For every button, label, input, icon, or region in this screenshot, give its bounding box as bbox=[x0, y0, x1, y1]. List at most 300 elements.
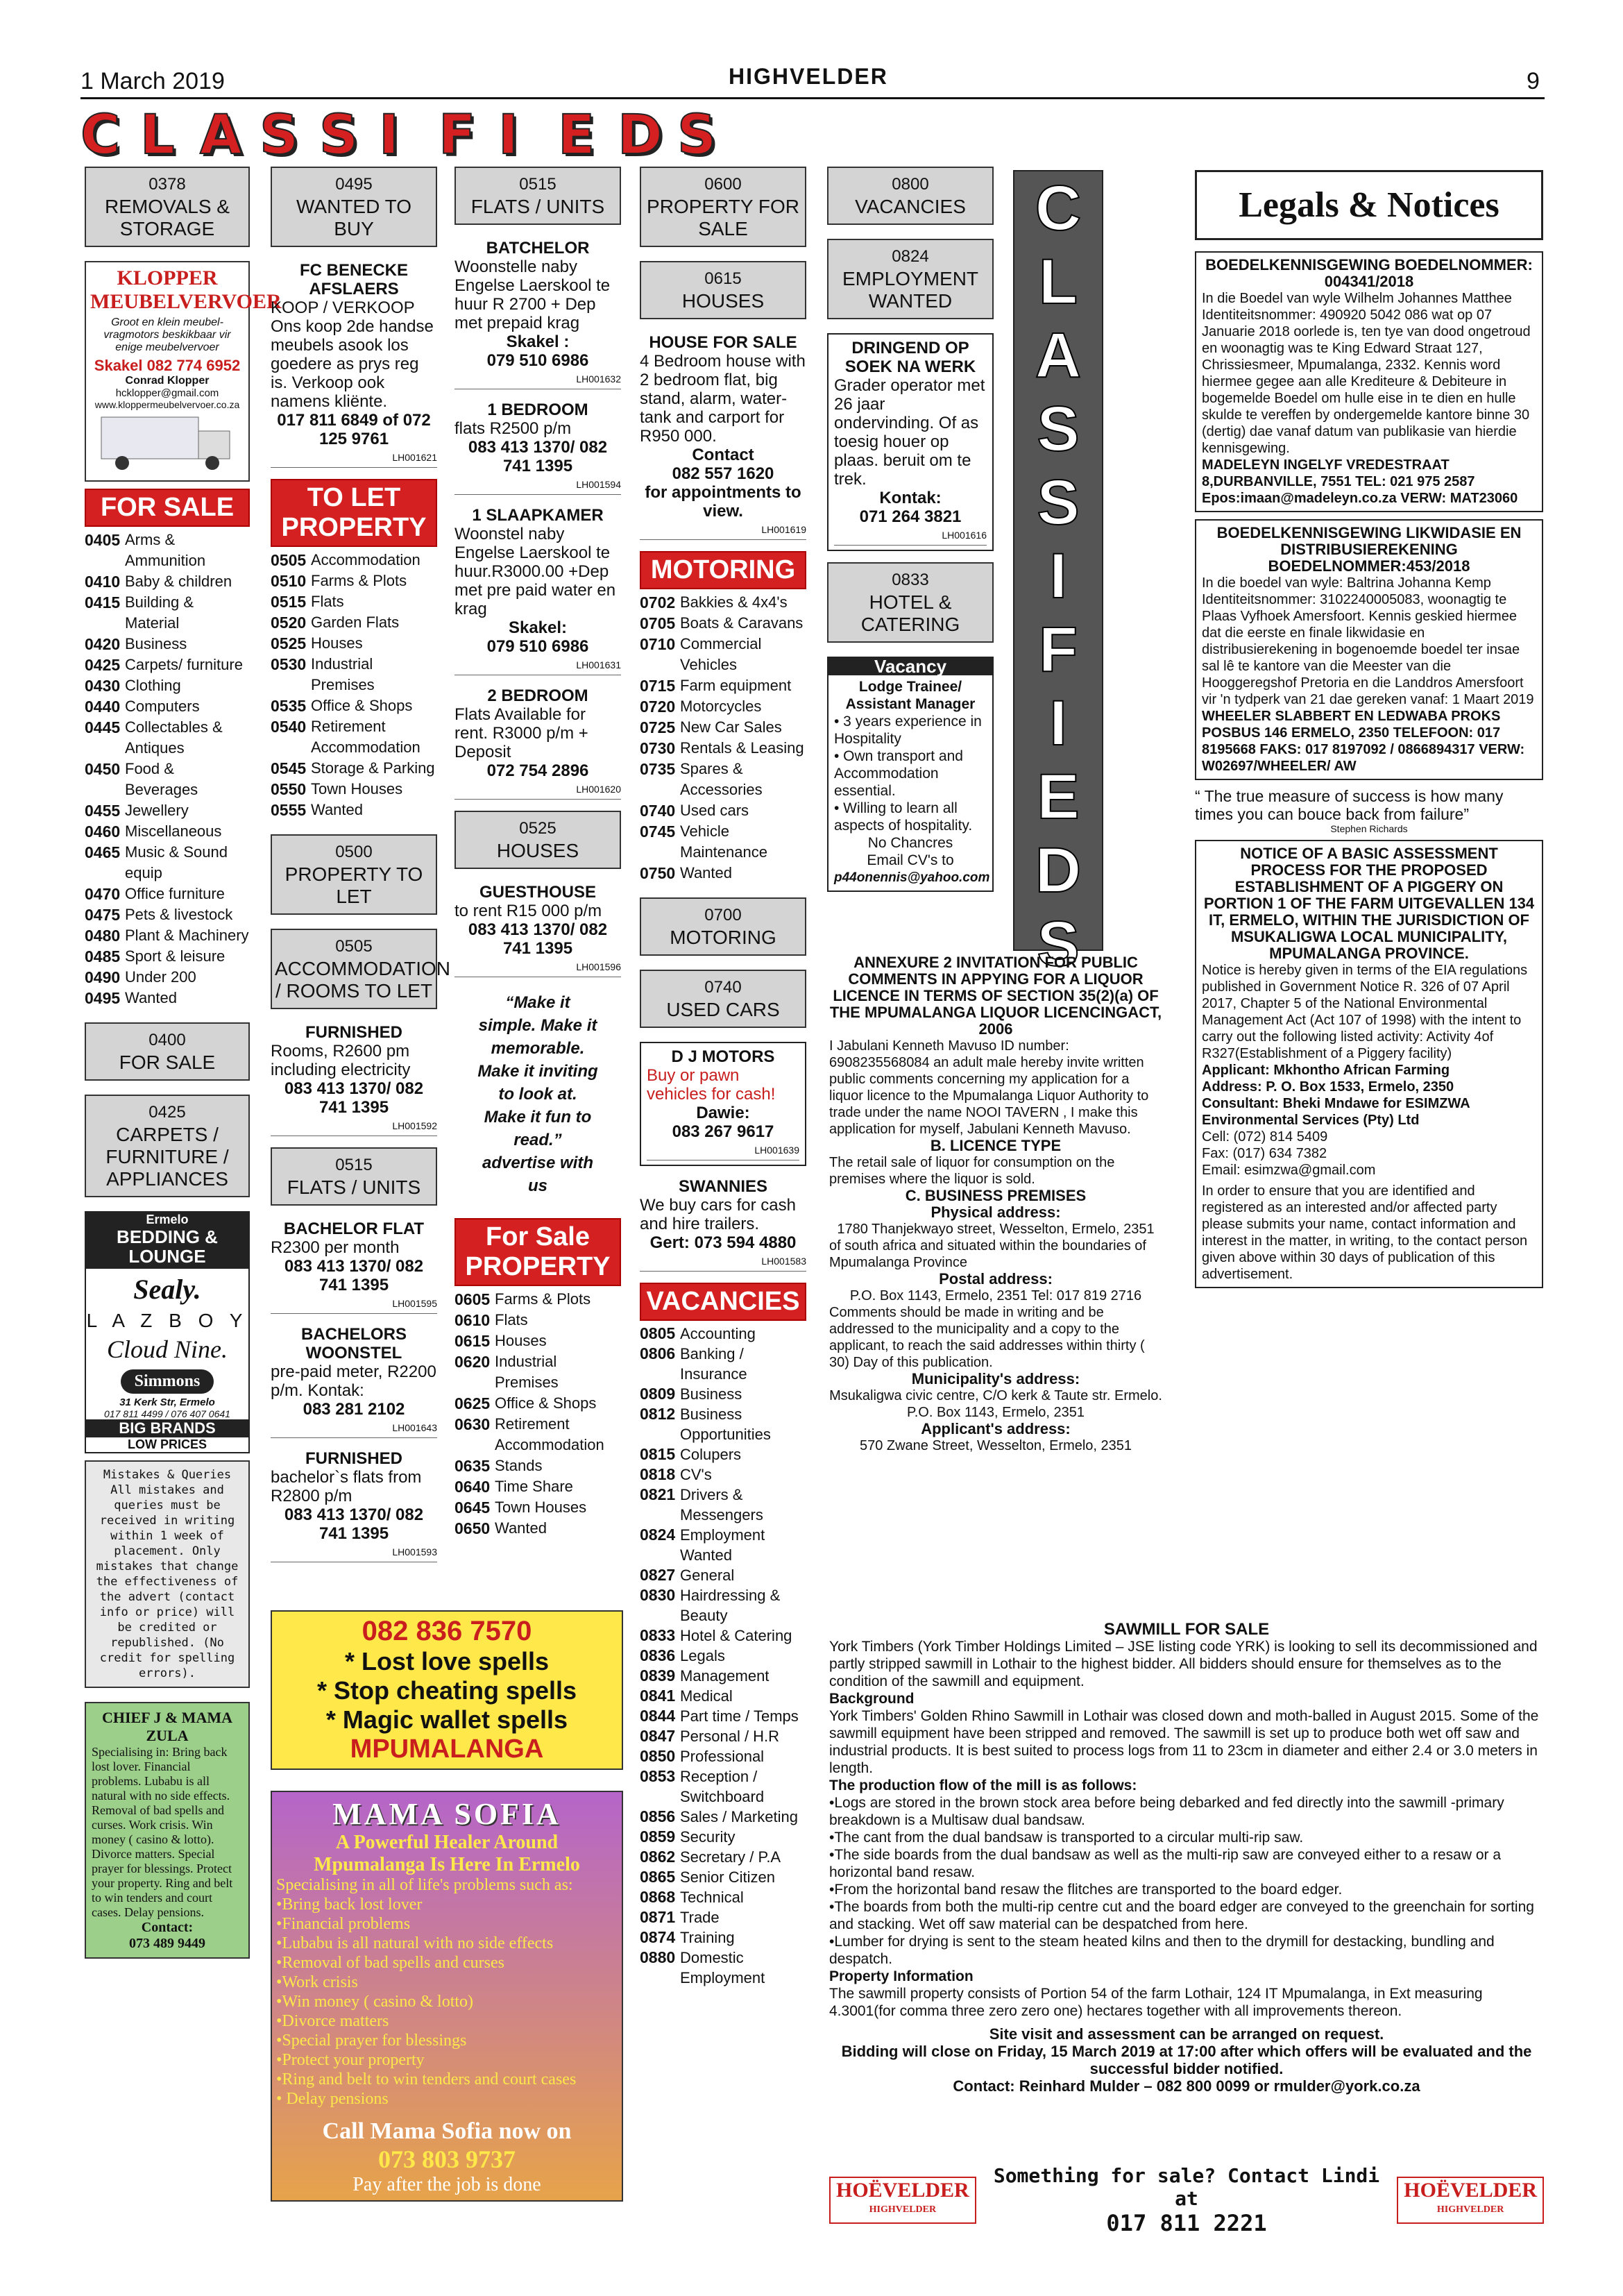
index-code: 0862 bbox=[640, 1848, 676, 1866]
ad-ref: LH001583 bbox=[640, 1252, 806, 1272]
index-row bbox=[640, 1766, 806, 1807]
index-row bbox=[454, 1518, 621, 1539]
ad-ref: LH001593 bbox=[271, 1543, 437, 1562]
column-4 bbox=[640, 167, 806, 1988]
ad-extra: for appointments to view. bbox=[645, 483, 801, 521]
chief-contact: Contact: bbox=[141, 1920, 194, 1935]
index-code: 0470 bbox=[85, 885, 121, 903]
to-let-index bbox=[271, 550, 437, 820]
chief-title: CHIEF J & MAMA ZULA bbox=[102, 1709, 232, 1744]
vacancy-list-item: • Own transport and Accommodation essential. bbox=[834, 748, 963, 799]
index-code: 0610 bbox=[454, 1311, 491, 1329]
section-code: 0515 bbox=[335, 1156, 373, 1174]
index-row bbox=[271, 612, 437, 633]
section-title: FLATS / UNITS bbox=[470, 196, 605, 217]
index-label: Flats bbox=[311, 593, 344, 610]
klopper-contact: Conrad Klopper bbox=[125, 375, 210, 387]
ad-title: DRINGEND OP SOEK NA WERK bbox=[844, 339, 976, 376]
index-code: 0874 bbox=[640, 1928, 676, 1946]
index-label: Banking / Insurance bbox=[680, 1345, 747, 1383]
ad-body: 4 Bedroom house with 2 bedroom flat, big stand, alarm, water-tank and carport for R950 000. bbox=[640, 352, 806, 446]
index-row bbox=[640, 1585, 806, 1626]
notice-cell: Cell: (072) 814 5409 bbox=[1202, 1129, 1328, 1145]
index-label: Time Share bbox=[495, 1478, 573, 1495]
index-code: 0841 bbox=[640, 1687, 676, 1705]
index-row bbox=[454, 1455, 621, 1476]
index-row bbox=[271, 591, 437, 612]
quote-author: Stephen Richards bbox=[1330, 823, 1408, 834]
section-title: PROPERTY FOR SALE bbox=[647, 196, 799, 239]
mama-list-item: •Protect your property bbox=[276, 2051, 425, 2069]
ad-ref: LH001596 bbox=[454, 958, 621, 977]
index-label: Business bbox=[125, 635, 187, 652]
index-label: Accommodation bbox=[311, 551, 420, 568]
to-let-header: TO LET PROPERTY bbox=[271, 479, 437, 547]
ad-ref: LH001631 bbox=[454, 656, 621, 675]
section-title: ACCOMMODATION / ROOMS TO LET bbox=[275, 958, 451, 1002]
flow-list-item: •Logs are stored in the brown stock area before being debarked and fed directly into the sawmill -primary breakdown is a Multisaw dual bandsaw. bbox=[829, 1795, 1504, 1828]
section-title: USED CARS bbox=[666, 999, 780, 1020]
index-row bbox=[640, 1867, 806, 1887]
index-label: Food & Beverages bbox=[125, 760, 198, 798]
index-row bbox=[640, 1686, 806, 1706]
index-code: 0806 bbox=[640, 1344, 676, 1362]
index-code: 0495 bbox=[85, 989, 121, 1007]
mama-title: MAMA SOFIA bbox=[332, 1797, 561, 1831]
index-label: Personal / H.R bbox=[680, 1728, 780, 1745]
mama-list-item: •Financial problems bbox=[276, 1915, 411, 1933]
sawmill-prop: The sawmill property consists of Portion 54 of the farm Lothair, 124 IT Mpumalanga, in Ext measuring 4.3001(for comma three zero zero one) hectares together with all improvements thereon. bbox=[829, 1986, 1483, 2019]
index-code: 0525 bbox=[271, 634, 307, 652]
index-row bbox=[640, 1384, 806, 1404]
index-row bbox=[454, 1351, 621, 1393]
index-label: Domestic Employment bbox=[680, 1949, 765, 1986]
annex-p4: of south africa and situated within the boundaries of Mpumalanga Province bbox=[829, 1238, 1146, 1270]
swannies-ad bbox=[640, 1177, 806, 1272]
index-label: Management bbox=[680, 1667, 770, 1685]
index-row bbox=[640, 696, 806, 717]
ad-body: flats R2500 p/m bbox=[454, 419, 572, 438]
index-code: 0515 bbox=[271, 593, 307, 611]
index-row bbox=[640, 634, 806, 675]
index-code: 0645 bbox=[454, 1499, 491, 1517]
annex-p5: P.O. Box 1143, Ermelo, 2351 Tel: 017 819 2716 bbox=[849, 1288, 1142, 1303]
index-code: 0839 bbox=[640, 1666, 676, 1685]
truck-icon bbox=[94, 410, 240, 473]
mama-sub-2: Mpumalanga Is Here In Ermelo bbox=[314, 1854, 580, 1875]
index-code: 0530 bbox=[271, 655, 307, 673]
vertical-letter: S bbox=[1037, 909, 1080, 979]
ad-phone: 079 510 6986 bbox=[486, 637, 589, 656]
section-title: HOTEL & CATERING bbox=[860, 591, 960, 635]
mama-list-item: • Delay pensions bbox=[276, 2090, 389, 2108]
section-0615 bbox=[640, 261, 806, 319]
index-row bbox=[454, 1414, 621, 1455]
index-row bbox=[640, 1485, 806, 1525]
index-label: Legals bbox=[680, 1647, 725, 1664]
flow-list-item: •The side boards from the dual bandsaw as well as the multi-rip saw are conveyed either to a resaw or a horizontal band resaw. bbox=[829, 1847, 1501, 1880]
advertise-quote: “Make it simple. Make it memorable. Make it inviting to look at. Make it fun to read.” advertise with us bbox=[477, 993, 598, 1195]
ad-title: FURNISHED bbox=[305, 1449, 402, 1468]
annex-p7: Msukaligwa civic centre, C/O kerk & Taute str. Ermelo. P.O. Box 1143, Ermelo, 2351 bbox=[829, 1388, 1162, 1420]
index-row bbox=[640, 1666, 806, 1686]
annex-p3: 1780 Thanjekwayo street, Wesselton, Ermelo, 2351 bbox=[837, 1222, 1155, 1237]
index-row bbox=[85, 634, 250, 655]
section-0495 bbox=[271, 167, 437, 247]
index-row bbox=[640, 759, 806, 800]
ad-label: Dawie: bbox=[696, 1104, 750, 1122]
vacancy-list bbox=[834, 713, 987, 834]
index-row bbox=[640, 1726, 806, 1746]
index-label: Vehicle Maintenance bbox=[680, 822, 767, 861]
notice-heading: BOEDELKENNISGEWING BOEDELNOMMER: 004341/2018 bbox=[1205, 256, 1533, 290]
index-row bbox=[271, 695, 437, 716]
header-rule bbox=[80, 97, 1545, 99]
annex-h4: Postal address: bbox=[939, 1270, 1053, 1288]
index-code: 0635 bbox=[454, 1457, 491, 1475]
index-code: 0545 bbox=[271, 759, 307, 777]
mistakes-notice: Mistakes & Queries All mistakes and queries must be received in writing within 1 week of placement. Only mistakes that change the effectiveness of the advert (contact info or price) will be credited or republished. (No credit for spelling errors). bbox=[85, 1460, 250, 1688]
ad-ref: LH001643 bbox=[271, 1419, 437, 1438]
index-label: Stands bbox=[495, 1457, 543, 1474]
section-code: 0615 bbox=[704, 269, 742, 288]
ad-ref: LH001632 bbox=[454, 370, 621, 389]
index-code: 0490 bbox=[85, 968, 121, 986]
masthead-letter: A bbox=[200, 104, 242, 167]
vacancy-note: No Chancres bbox=[867, 835, 953, 851]
masthead-letter: E bbox=[558, 104, 595, 167]
section-0833 bbox=[827, 562, 994, 643]
index-code: 0735 bbox=[640, 760, 676, 778]
house-for-sale-ad bbox=[640, 333, 806, 540]
vacancy-ad bbox=[827, 657, 994, 892]
ad-ref: LH001595 bbox=[271, 1294, 437, 1314]
notice-body: In die boedel van wyle: Baltrina Johanna Kemp Identiteitsnommer: 3102240005083, woonagtig te Plaas Vyfhoek Amersfoort. Kennis geskied hiermee dat die eerste en finale likwidasie en distribusierekening in bogenoemde boedel ter insae sal lê te kantore van die Meester van die Hooggeregshof Pretoria en die Landdros Amersfoort vir 'n tydperk van 21 dae gereken vanaf: 1 Maart 2019 bbox=[1202, 575, 1534, 707]
index-row bbox=[271, 779, 437, 800]
section-title: HOUSES bbox=[496, 840, 579, 861]
index-label: Garden Flats bbox=[311, 614, 400, 631]
index-code: 0853 bbox=[640, 1767, 676, 1785]
ad-phone: Gert: 073 594 4880 bbox=[649, 1233, 797, 1252]
vacancy-list-item: • 3 years experience in Hospitality bbox=[834, 714, 982, 747]
piggery-notice bbox=[1195, 840, 1543, 1288]
brand-lazboy: L A Z B O Y bbox=[86, 1310, 248, 1331]
column-2 bbox=[271, 167, 451, 1573]
bedding-lounge-ad bbox=[85, 1211, 250, 1453]
one-bedroom-ad bbox=[454, 400, 621, 495]
index-code: 0821 bbox=[640, 1485, 676, 1503]
index-label: General bbox=[680, 1567, 735, 1584]
spells-region: MPUMALANGA bbox=[350, 1734, 544, 1764]
issue-date: 1 March 2019 bbox=[80, 68, 225, 94]
index-row bbox=[271, 550, 437, 571]
index-label: New Car Sales bbox=[680, 718, 782, 736]
ad-title: BACHELORS WOONSTEL bbox=[300, 1325, 407, 1362]
index-label: Retirement Accommodation bbox=[495, 1415, 604, 1453]
section-0525 bbox=[454, 811, 621, 869]
index-label: Commercial Vehicles bbox=[680, 635, 762, 673]
index-label: Under 200 bbox=[125, 968, 196, 986]
index-label: Baby & children bbox=[125, 573, 232, 590]
ad-title: BACHELOR FLAT bbox=[283, 1219, 425, 1238]
index-row bbox=[640, 1746, 806, 1766]
ad-ref: LH001594 bbox=[454, 475, 621, 495]
section-0515b bbox=[454, 167, 621, 225]
index-code: 0871 bbox=[640, 1908, 676, 1926]
ad-ref: LH001592 bbox=[271, 1117, 437, 1136]
section-code: 0800 bbox=[892, 175, 929, 194]
index-code: 0415 bbox=[85, 593, 121, 611]
index-code: 0715 bbox=[640, 677, 676, 695]
index-label: Houses bbox=[311, 634, 363, 652]
index-code: 0550 bbox=[271, 780, 307, 798]
index-code: 0650 bbox=[454, 1519, 491, 1537]
index-code: 0809 bbox=[640, 1385, 676, 1403]
index-code: 0880 bbox=[640, 1948, 676, 1966]
annex-h6: Applicant's address: bbox=[921, 1420, 1071, 1437]
index-row bbox=[640, 1464, 806, 1485]
ad-phone: 083 413 1370/ 082 741 1395 bbox=[284, 1257, 424, 1294]
sawmill-notice bbox=[829, 1621, 1544, 2095]
index-row bbox=[85, 884, 250, 904]
annex-p1: I Jabulani Kenneth Mavuso ID number: 6908235568084 an adult male hereby invite written public comments concerning my application for a liquor licence to the Mpumalanga Liquor Authority to trade under the name NOOI TAVERN , I make this application for myself, Jabulani Kenneth Mavuso. bbox=[829, 1038, 1149, 1137]
dj-motors-ad bbox=[640, 1042, 806, 1166]
index-label: Wanted bbox=[495, 1519, 547, 1537]
section-code: 0525 bbox=[519, 819, 556, 838]
boedel-notice-1 bbox=[1195, 251, 1543, 512]
classifieds-masthead bbox=[80, 104, 737, 167]
mama-list-item: •Work crisis bbox=[276, 1973, 358, 1991]
index-label: Accounting bbox=[680, 1325, 756, 1342]
sawmill-intro: York Timbers (York Timber Holdings Limited – JSE listing code YRK) is looking to sell its decommissioned and partly stripped sawmill in Lothair to the highest bidder. All bidders should ensure for themselves as to the condition of the sawmill and equipment. bbox=[829, 1639, 1538, 1689]
index-code: 0815 bbox=[640, 1445, 676, 1463]
sawmill-flow-heading: The production flow of the mill is as follows: bbox=[829, 1778, 1137, 1793]
flow-list-item: •Lumber for drying is sent to the steam heated kilns and then to the drymill for destacking, bundling and despatch. bbox=[829, 1934, 1495, 1967]
ad-title: 1 BEDROOM bbox=[487, 400, 588, 419]
index-label: Professional bbox=[680, 1748, 765, 1765]
index-code: 0445 bbox=[85, 718, 121, 736]
index-row bbox=[640, 675, 806, 696]
index-row bbox=[640, 1565, 806, 1585]
vertical-letter: D bbox=[1035, 835, 1082, 906]
ad-phone: 082 557 1620 bbox=[672, 464, 774, 483]
index-label: Bakkies & 4x4's bbox=[680, 593, 788, 611]
ad-label: Skakel : bbox=[506, 332, 570, 351]
index-code: 0859 bbox=[640, 1827, 676, 1846]
section-0800 bbox=[827, 167, 994, 225]
index-row bbox=[454, 1393, 621, 1414]
mama-sub-1: A Powerful Healer Around bbox=[335, 1832, 559, 1853]
index-code: 0535 bbox=[271, 697, 307, 715]
ad-body: bachelor`s flats from R2800 p/m bbox=[271, 1468, 422, 1505]
notice-foot: In order to ensure that you are identified and registered as an interested and/or affected party please submits your name, contact information and interest in the matter, in writing, to the contact person given above within 30 days of publication of this advertisement. bbox=[1202, 1183, 1528, 1282]
index-row bbox=[85, 925, 250, 946]
sawmill-footer-2: Bidding will close on Friday, 15 March 2019 at 17:00 after which offers will be evaluated and the successful bidder notified. bbox=[841, 2043, 1532, 2077]
mama-intro: Specialising in all of life's problems such as: bbox=[276, 1876, 573, 1894]
column-5 bbox=[827, 167, 994, 892]
index-label: Office & Shops bbox=[495, 1394, 597, 1412]
index-code: 0605 bbox=[454, 1290, 491, 1308]
logo-sub: HIGHVELDER bbox=[869, 2204, 937, 2215]
vertical-letter: S bbox=[1037, 467, 1080, 538]
legals-column bbox=[1195, 170, 1543, 1288]
index-row bbox=[640, 1847, 806, 1867]
index-row bbox=[640, 1626, 806, 1646]
index-label: Industrial Premises bbox=[495, 1353, 559, 1391]
index-code: 0850 bbox=[640, 1747, 676, 1765]
index-row bbox=[454, 1289, 621, 1310]
klopper-phone: Skakel 082 774 6952 bbox=[94, 357, 241, 374]
index-row bbox=[85, 967, 250, 988]
index-row bbox=[640, 1827, 806, 1847]
mama-list-item: •Ring and belt to win tenders and court cases bbox=[276, 2070, 577, 2088]
index-label: Storage & Parking bbox=[311, 759, 435, 777]
notice-heading: BOEDELKENNISGEWING LIKWIDASIE EN DISTRIBUSIEREKENING BOEDELNOMMER:453/2018 bbox=[1216, 524, 1522, 575]
klopper-ad bbox=[85, 261, 282, 482]
ad-title: SWANNIES bbox=[678, 1177, 767, 1196]
index-code: 0702 bbox=[640, 593, 676, 611]
vacancies-index bbox=[640, 1324, 806, 1988]
section-0600 bbox=[640, 167, 806, 247]
index-label: Hotel & Catering bbox=[680, 1627, 792, 1644]
benecke-ad bbox=[271, 261, 437, 468]
ad-title: 2 BEDROOM bbox=[487, 686, 588, 705]
for-sale-index bbox=[85, 530, 250, 1008]
index-row bbox=[640, 1706, 806, 1726]
mama-phone: 073 803 9737 bbox=[378, 2145, 516, 2173]
ad-title: FC BENECKE AFSLAERS bbox=[299, 261, 408, 298]
index-code: 0540 bbox=[271, 718, 307, 736]
ad-body: Flats Available for rent. R3000 p/m + Deposit bbox=[454, 705, 588, 761]
sawmill-prop-heading: Property Information bbox=[829, 1968, 974, 1984]
masthead-letter: C bbox=[80, 104, 121, 167]
index-row bbox=[640, 1807, 806, 1827]
ad-title: BATCHELOR bbox=[486, 239, 590, 258]
logo-text: HOËVELDER bbox=[836, 2179, 969, 2202]
notice-heading: NOTICE OF A BASIC ASSESSMENT PROCESS FOR THE PROPOSED ESTABLISHMENT OF A PIGGERY ON PORTION 1 OF THE FARM UITGEVALLEN 134 IT, ERMELO, WITHIN THE JURISDICTION OF MSUKALIGWA LOCAL MUNICIPALITY, MPUMALANGA PROVINCE. bbox=[1203, 845, 1535, 962]
ad-phone: 072 754 2896 bbox=[486, 761, 589, 780]
bedding-town: Ermelo bbox=[86, 1213, 248, 1227]
index-label: Wanted bbox=[311, 801, 364, 818]
index-row bbox=[85, 675, 250, 696]
index-code: 0640 bbox=[454, 1478, 491, 1496]
ad-ref: LH001619 bbox=[640, 521, 806, 540]
footer-logo-right bbox=[1397, 2177, 1544, 2224]
index-row bbox=[640, 738, 806, 759]
mama-list bbox=[276, 1895, 618, 2109]
index-code: 0630 bbox=[454, 1415, 491, 1433]
ad-label: Kontak: bbox=[879, 489, 942, 507]
index-row bbox=[271, 716, 437, 758]
bedding-slogan-2: LOW PRICES bbox=[86, 1437, 248, 1452]
index-code: 0625 bbox=[454, 1394, 491, 1412]
index-code: 0555 bbox=[271, 801, 307, 819]
mama-list-item: •Bring back lost lover bbox=[276, 1896, 423, 1914]
index-label: Sport & leisure bbox=[125, 947, 226, 965]
section-title: FLATS / UNITS bbox=[287, 1176, 421, 1198]
index-row bbox=[640, 1525, 806, 1565]
section-0500 bbox=[271, 834, 437, 915]
index-label: Industrial Premises bbox=[311, 655, 375, 693]
index-label: Farms & Plots bbox=[495, 1290, 591, 1308]
ad-label: Skakel: bbox=[508, 618, 568, 637]
index-label: Boats & Caravans bbox=[680, 614, 804, 632]
ad-title: 1 SLAAPKAMER bbox=[472, 506, 604, 525]
vertical-letter: E bbox=[1037, 761, 1080, 832]
guesthouse-ad bbox=[454, 883, 621, 977]
index-code: 0410 bbox=[85, 573, 121, 591]
ad-phone: 083 413 1370/ 082 741 1395 bbox=[284, 1079, 424, 1117]
index-row bbox=[85, 800, 250, 821]
index-code: 0836 bbox=[640, 1646, 676, 1664]
footer-contact bbox=[976, 2164, 1397, 2236]
index-code: 0827 bbox=[640, 1566, 676, 1584]
section-code: 0400 bbox=[148, 1031, 186, 1049]
index-row bbox=[454, 1476, 621, 1497]
spells-phone: 082 836 7570 bbox=[362, 1616, 532, 1646]
notice-applicant: Applicant: Mkhontho African Farming bbox=[1202, 1063, 1450, 1078]
index-label: Clothing bbox=[125, 677, 181, 694]
index-row bbox=[271, 633, 437, 654]
legals-title: Legals & Notices bbox=[1195, 170, 1543, 240]
index-code: 0812 bbox=[640, 1405, 676, 1423]
index-code: 0745 bbox=[640, 822, 676, 841]
section-0505 bbox=[271, 929, 451, 1009]
vacancy-email-label: Email CV's to bbox=[867, 852, 954, 868]
index-label: Spares & Accessories bbox=[680, 760, 763, 798]
index-row bbox=[271, 654, 437, 695]
index-label: Security bbox=[680, 1828, 736, 1846]
index-row bbox=[640, 1948, 806, 1988]
index-code: 0465 bbox=[85, 843, 121, 861]
logo-sub: HIGHVELDER bbox=[1436, 2204, 1504, 2215]
vacancy-title: Lodge Trainee/ Assistant Manager bbox=[845, 679, 976, 712]
section-code: 0824 bbox=[892, 247, 929, 266]
for-sale-property-header: For Sale PROPERTY bbox=[454, 1218, 621, 1286]
mama-list-item: •Win money ( casino & lotto) bbox=[276, 1993, 474, 2011]
index-code: 0450 bbox=[85, 760, 121, 778]
sawmill-title: SAWMILL FOR SALE bbox=[1103, 1620, 1270, 1639]
ad-phone: 083 413 1370/ 082 741 1395 bbox=[284, 1505, 424, 1543]
index-label: Computers bbox=[125, 698, 200, 715]
annex-p6: Comments should be made in writing and be addressed to the municipality and a copy to the applicant, to reach the said addresses within thirty ( 30) Day of this publication. bbox=[829, 1305, 1145, 1370]
vacancy-list-item: • Willing to learn all aspects of hospitality. bbox=[834, 800, 973, 834]
ad-body: Buy or pawn vehicles for cash! bbox=[647, 1066, 776, 1104]
index-code: 0740 bbox=[640, 802, 676, 820]
index-row bbox=[85, 821, 250, 842]
annex-h5: Municipality's address: bbox=[911, 1370, 1080, 1387]
section-code: 0425 bbox=[148, 1103, 186, 1122]
annex-h1: B. LICENCE TYPE bbox=[930, 1137, 1062, 1154]
footer-banner bbox=[829, 2164, 1544, 2236]
masthead-letter: S bbox=[260, 104, 299, 167]
section-title: VACANCIES bbox=[855, 196, 966, 217]
index-code: 0830 bbox=[640, 1586, 676, 1604]
vertical-letter: I bbox=[1049, 688, 1067, 759]
section-0740 bbox=[640, 970, 806, 1028]
index-row bbox=[271, 758, 437, 779]
mama-list-item: •Special prayer for blessings bbox=[276, 2032, 467, 2050]
index-label: Jewellery bbox=[125, 802, 189, 819]
index-row bbox=[640, 821, 806, 863]
index-label: Plant & Machinery bbox=[125, 927, 249, 944]
mama-after: Pay after the job is done bbox=[352, 2174, 541, 2195]
footer-line: Something for sale? Contact Lindi at bbox=[993, 2164, 1380, 2210]
index-row bbox=[85, 904, 250, 925]
motoring-index bbox=[640, 592, 806, 884]
ad-phone: 083 267 9617 bbox=[672, 1122, 774, 1141]
index-row bbox=[85, 988, 250, 1008]
